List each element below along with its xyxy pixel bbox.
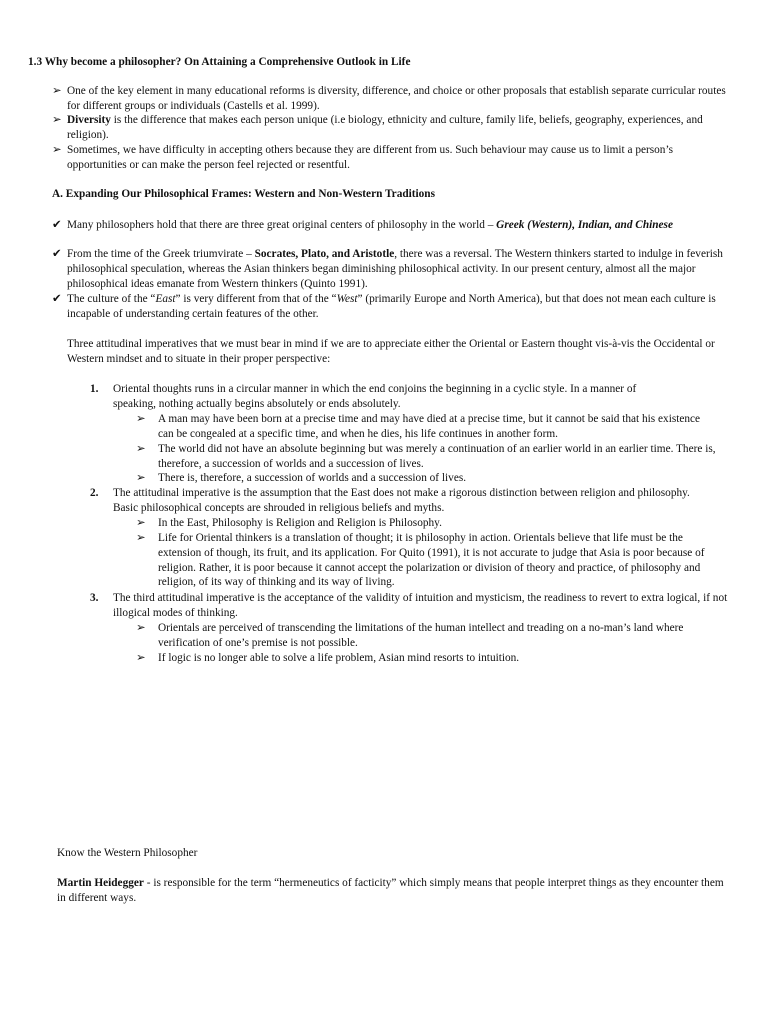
philosopher-entry: Martin Heidegger - is responsible for the term “hermeneutics of facticity” which simply means that people interpret things as they encounter them in different ways.	[57, 877, 724, 904]
section-title: 1.3 Why become a philosopher? On Attaining a Comprehensive Outlook in Life	[28, 56, 411, 68]
item-text: The attitudinal imperative is the assumption that the East does not make a rigorous distinction between religion and philosophy. Basic philosophical concepts are shrouded in religious beliefs and myths.	[113, 487, 690, 514]
check-text: From the time of the Greek triumvirate – Socrates, Plato, and Aristotle, there was a reversal. The Western thinkers started to indulge in feverish philosophical speculation, whereas the Asian thinkers began diminishing philosophical activity. In our present century, almost all the major philosophical ideas emanate from Western thinkers (Quinto 1991).	[67, 248, 723, 290]
check-text: Many philosophers hold that there are three great original centers of philosophy in the world – Greek (Western), Indian, and Chinese	[67, 219, 673, 231]
check-icon: ✔	[52, 248, 62, 260]
philosopher-name: Martin Heidegger	[57, 877, 144, 889]
arrow-bullet-icon: ➢	[136, 652, 146, 664]
item-number: 1.	[90, 383, 99, 395]
intro-paragraph: Three attitudinal imperatives that we must bear in mind if we are to appreciate either the Oriental or Eastern thought vis-à-vis the Occidental or Western mindset and to situate in their proper perspective:	[67, 338, 715, 365]
sub-item-text: Life for Oriental thinkers is a translation of thought; it is philosophy in action. Orientals believe that life must be the extension of though, its fruit, and its application. For Quito (1991), it is not accurate to judge that Asia is poor because of religion. Rather, it is poor because it cannot accept the polarization or division of theory and practice, of philosophy and religion, of its way of thinking and its way of living.	[158, 532, 705, 589]
arrow-bullet-icon: ➢	[136, 517, 146, 529]
bullet-text: Sometimes, we have difficulty in accepting others because they are different from us. Such behaviour may cause us to limit a person’s opportunities or can make the person feel rejected or resentful.	[67, 144, 673, 171]
arrow-bullet-icon: ➢	[52, 114, 62, 126]
sub-item-text: If logic is no longer able to solve a life problem, Asian mind resorts to intuition.	[158, 652, 520, 664]
item-number: 2.	[90, 487, 99, 499]
arrow-bullet-icon: ➢	[136, 413, 146, 425]
arrow-bullet-icon: ➢	[52, 85, 62, 97]
check-icon: ✔	[52, 219, 62, 231]
arrow-bullet-icon: ➢	[136, 443, 146, 455]
arrow-bullet-icon: ➢	[52, 144, 62, 156]
check-text: The culture of the “East” is very different from that of the “West” (primarily Europe and North America), but that does not mean each culture is incapable of understanding certain features of the other.	[67, 293, 716, 320]
bullet-text: One of the key element in many educational reforms is diversity, difference, and choice or other proposals that establish separate curricular routes for different groups or individuals (Castells et al. 1999).	[67, 85, 726, 112]
arrow-bullet-icon: ➢	[136, 622, 146, 634]
check-icon: ✔	[52, 293, 62, 305]
sub-item-text: There is, therefore, a succession of worlds and a succession of lives.	[158, 472, 467, 484]
item-text: The third attitudinal imperative is the acceptance of the validity of intuition and mysticism, the readiness to revert to extra logical, if not illogical modes of thinking.	[113, 592, 728, 619]
item-number: 3.	[90, 592, 99, 604]
arrow-bullet-icon: ➢	[136, 532, 146, 544]
item-text: Oriental thoughts runs in a circular manner in which the end conjoins the beginning in a cyclic style. In a manner of speaking, nothing actually begins absolutely or ends absolutely.	[113, 383, 637, 410]
sub-item-text: In the East, Philosophy is Religion and Religion is Philosophy.	[158, 517, 442, 529]
sub-heading: A. Expanding Our Philosophical Frames: Western and Non-Western Traditions	[52, 188, 435, 200]
diversity-term: Diversity	[67, 114, 111, 126]
footer-label: Know the Western Philosopher	[57, 847, 198, 859]
sub-item-text: A man may have been born at a precise time and may have died at a precise time, but it cannot be said that his existence can be congealed at a specific time, and when he dies, his life continues in another form.	[158, 413, 701, 440]
sub-item-text: The world did not have an absolute beginning but was merely a continuation of an earlier world in an earlier time. There is, therefore, a succession of worlds and a succession of lives.	[158, 443, 716, 470]
sub-item-text: Orientals are perceived of transcending the limitations of the human intellect and treading on a no-man’s land where verification of one’s premise is not possible.	[158, 622, 684, 649]
bullet-text: Diversity is the difference that makes each person unique (i.e biology, ethnicity and culture, family life, beliefs, geography, experiences, and religion).	[67, 114, 703, 141]
arrow-bullet-icon: ➢	[136, 472, 146, 484]
